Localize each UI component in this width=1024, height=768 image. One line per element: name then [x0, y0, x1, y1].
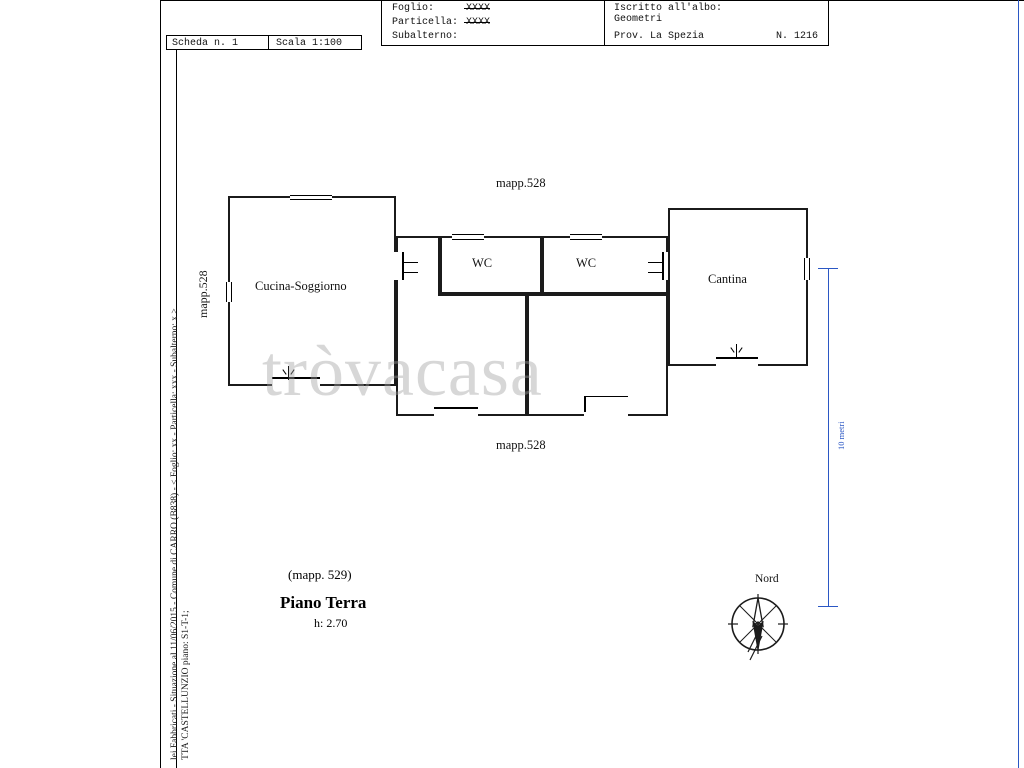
side-strip-line1: lei Fabbricati - Situazione al 11/06/2015 - Comune di CARRO (B838) - < Foglio: xx - Particella: xxx - Subalterno: x > — [170, 308, 180, 760]
door-leaf-left-wall-central — [402, 252, 404, 280]
window-sill-central-top-right-b — [570, 239, 602, 240]
door-opening-bottom-left-central — [434, 412, 478, 419]
window-sill-cantina-right-a — [804, 258, 805, 280]
room-label-cucina-soggiorno: Cucina-Soggiorno — [255, 279, 347, 293]
scheda-box-mid-line — [268, 35, 269, 50]
scheda-box-bottom-line — [166, 49, 362, 50]
door-leaf-cantina-bottom — [716, 357, 758, 359]
window-sill-central-top-right-a — [570, 234, 602, 235]
parcel-label-left-vertical: mapp.528 — [196, 270, 210, 318]
header-box-outline-right — [828, 0, 829, 45]
door-swing-bottom-right-central — [584, 396, 628, 397]
partition-wc-left-right — [438, 238, 442, 296]
door-opening-bottom-right-central — [584, 412, 628, 419]
header-field-particella-label: Particella: — [392, 17, 459, 28]
scheda-box-right-line — [361, 35, 362, 50]
header-field-numero: N. 1216 — [776, 31, 819, 42]
plan-height-label: h: 2.70 — [314, 616, 348, 630]
scheda-box-top-line — [166, 35, 362, 36]
door-leaf-right-wall-central — [662, 252, 664, 280]
window-sill-cucina-top-b — [290, 199, 332, 200]
compass-rose-icon — [726, 592, 790, 662]
header-field-geometri: Geometri — [614, 14, 663, 25]
plan-title: Piano Terra — [280, 593, 367, 612]
room-label-wc-2: WC — [576, 256, 597, 270]
scale-bar-label: 10 metri — [836, 421, 846, 450]
watermark-text: tròvacasa — [262, 331, 543, 411]
parcel-label-bottom: mapp.528 — [496, 438, 546, 452]
right-border-line — [1018, 0, 1019, 768]
scale-bar-tick-bottom — [818, 606, 838, 607]
room-label-cantina: Cantina — [708, 272, 747, 286]
scale-bar-vertical — [828, 268, 829, 606]
header-field-subalterno-label: Subalterno: — [392, 31, 459, 42]
window-sill-cucina-top-a — [290, 195, 332, 196]
header-field-provincia: Prov. La Spezia — [614, 31, 705, 42]
left-border-line-outer — [160, 0, 161, 768]
scale-bar-tick-top — [818, 268, 838, 269]
window-sill-cantina-right-b — [809, 258, 810, 280]
door-swing-right-wall-a — [648, 262, 662, 263]
parcel-label-top: mapp.528 — [496, 176, 546, 190]
side-strip-line2: TTA 'CASTELLUNZIO piano: S1-T-1; — [181, 610, 191, 760]
room-outline-cantina — [668, 208, 808, 366]
header-divider-top — [160, 0, 1024, 1]
scheda-number-text: Scheda n. 1 — [172, 38, 239, 49]
door-opening-left-wall-central — [393, 252, 401, 280]
window-sill-central-top-left-b — [452, 239, 484, 240]
window-sill-cucina-left-a — [226, 282, 227, 302]
door-swing-left-wall-a — [404, 262, 418, 263]
header-field-albo-label: Iscritto all'albo: — [614, 3, 723, 14]
mapp-529-note: (mapp. 529) — [288, 567, 352, 582]
header-box-outline-mid — [604, 0, 605, 45]
room-label-wc-1: WC — [472, 256, 493, 270]
scala-text: Scala 1:100 — [276, 38, 343, 49]
scheda-box-left-line — [166, 35, 167, 50]
window-sill-cucina-left-b — [231, 282, 232, 302]
door-swing-right-wall-b — [648, 272, 662, 273]
header-field-foglio-label: Foglio: — [392, 3, 435, 14]
particella-strike — [464, 22, 490, 23]
partition-wc-bottom-right — [544, 292, 666, 296]
header-box-bottom — [381, 45, 829, 46]
north-label: Nord — [755, 573, 779, 585]
door-leaf-bottom-right-central — [584, 396, 586, 412]
window-sill-central-top-left-a — [452, 234, 484, 235]
door-swing-left-wall-b — [404, 272, 418, 273]
foglio-strike — [464, 8, 490, 9]
door-arrow-cantina — [736, 344, 737, 358]
door-opening-cantina-bottom — [716, 362, 758, 369]
header-box-outline-left — [381, 0, 382, 45]
partition-wc-divider — [540, 238, 544, 296]
